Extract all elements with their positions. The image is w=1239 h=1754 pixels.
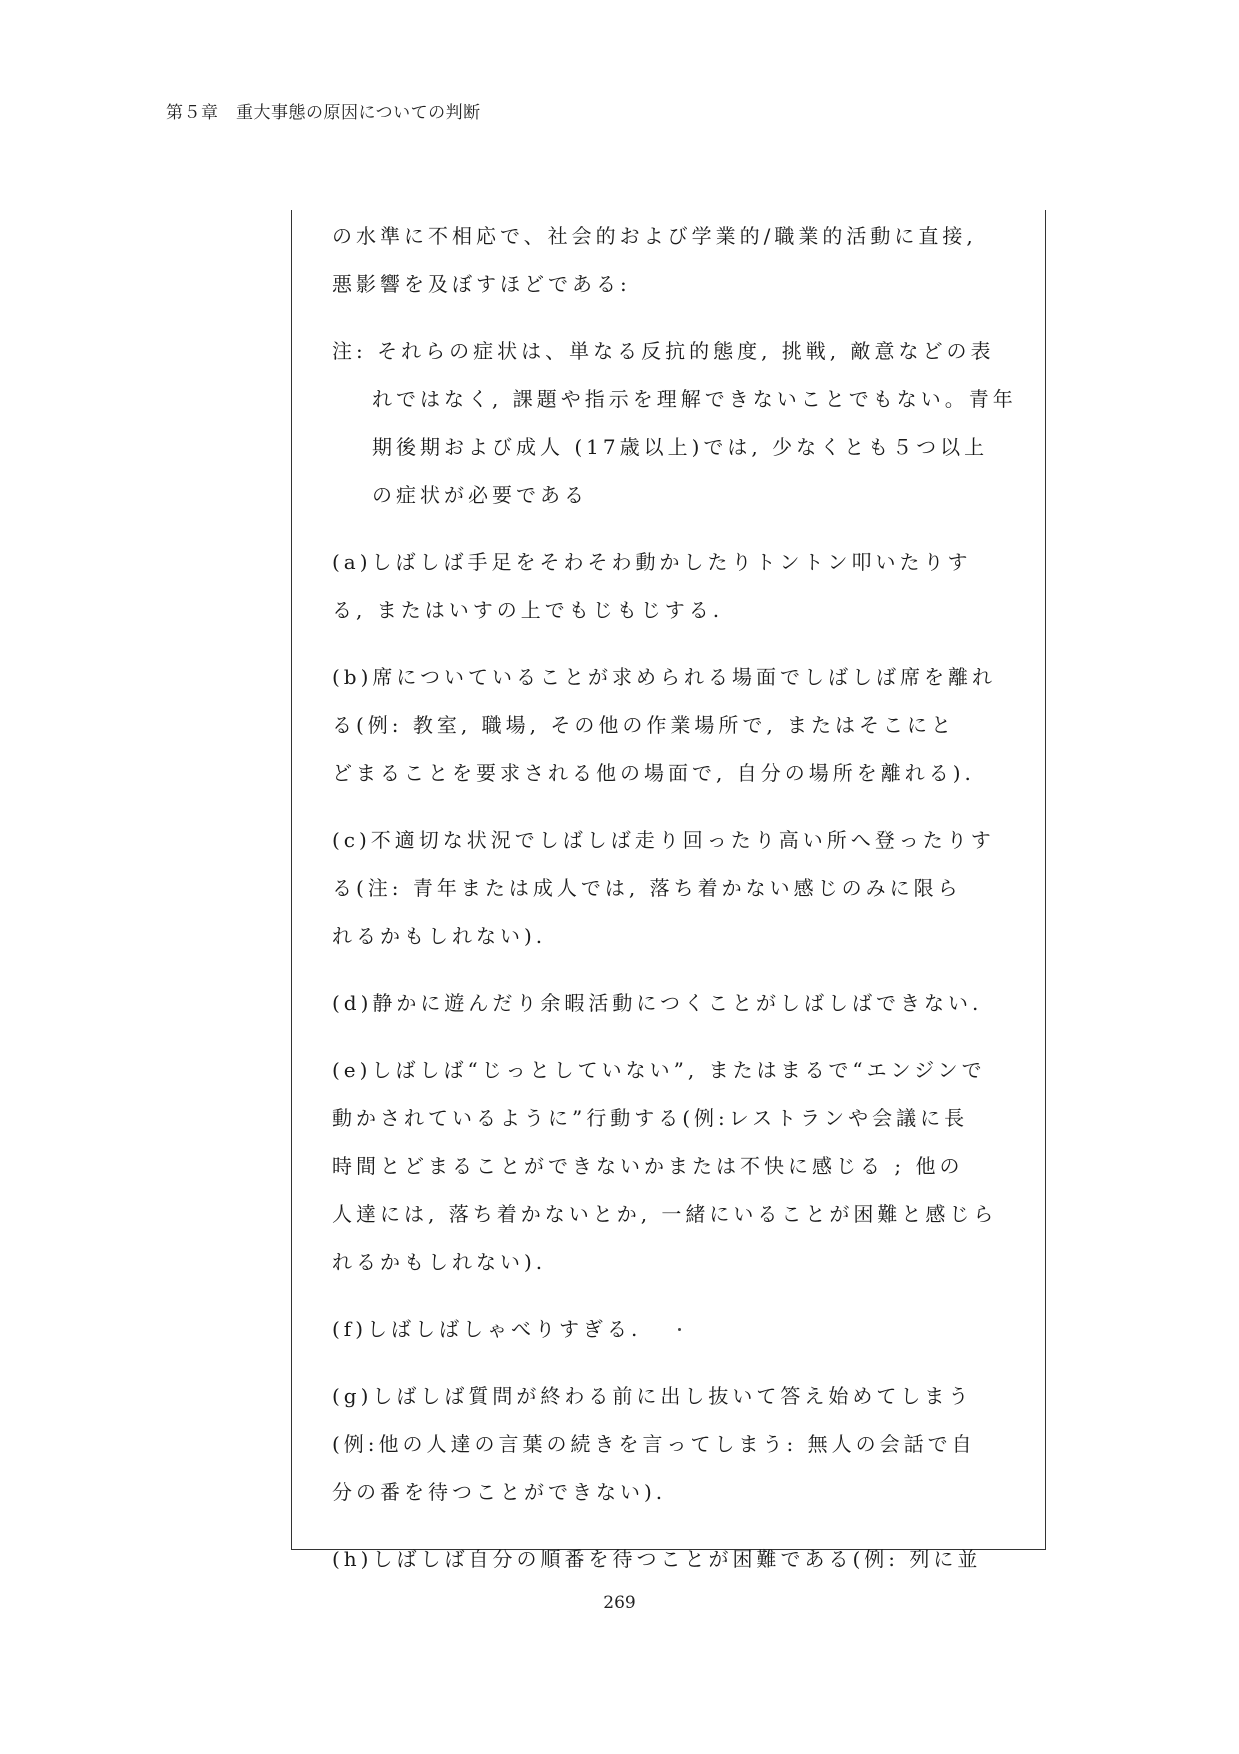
body-text-line: る, またはいすの上でもじもじする. — [332, 598, 724, 622]
body-text-line: る(例: 教室, 職場, その他の作業場所で, またはそこにと — [332, 713, 956, 737]
body-text-line: (d)静かに遊んだり余暇活動につくことがしばしばできない. — [332, 991, 983, 1015]
body-text-line: 悪影響を及ぼすほどである: — [332, 272, 631, 296]
body-text-line: 動かされているように”行動する(例:レストランや会議に長 — [332, 1106, 969, 1130]
body-text-line: (c)不適切な状況でしばしば走り回ったり高い所へ登ったりす — [332, 828, 995, 852]
body-text-line: (e)しばしば“じっとしていない”, またはまるで“エンジンで — [332, 1058, 986, 1082]
body-text-line: の水準に不相応で、社会的および学業的/職業的活動に直接, — [332, 224, 977, 248]
body-text-line: (b)席についていることが求められる場面でしばしば席を離れ — [332, 665, 997, 689]
body-text-line: れるかもしれない). — [332, 924, 547, 948]
body-text-line: の症状が必要である — [372, 483, 588, 507]
body-text-line: (f)しばしばしゃべりすぎる. — [332, 1317, 642, 1341]
body-text-line: 注: それらの症状は、単なる反抗的態度, 挑戦, 敵意などの表 — [332, 339, 995, 363]
page-number: 269 — [603, 1593, 636, 1613]
scan-artifact-dot — [678, 1328, 681, 1331]
body-text-line: 期後期および成人 (17歳以上)では, 少なくとも５つ以上 — [372, 435, 989, 459]
body-text-line: れではなく, 課題や指示を理解できないことでもない。青年 — [372, 387, 1017, 411]
body-text-line: (例:他の人達の言葉の続きを言ってしまう: 無人の会話で自 — [332, 1432, 976, 1456]
body-text-line: どまることを要求される他の場面で, 自分の場所を離れる). — [332, 761, 975, 785]
body-text-line: 人達には, 落ち着かないとか, 一緒にいることが困難と感じら — [332, 1202, 998, 1226]
body-text-line: (h)しばしば自分の順番を待つことが困難である(例: 列に並 — [332, 1547, 982, 1571]
body-text-line: る(注: 青年または成人では, 落ち着かない感じのみに限ら — [332, 876, 962, 900]
criteria-text-box — [291, 210, 1046, 1571]
body-text-line: 時間とどまることができないかまたは不快に感じる ; 他の — [332, 1154, 964, 1178]
body-text-line: (a)しばしば手足をそわそわ動かしたりトントン叩いたりす — [332, 550, 972, 574]
body-text-line: (g)しばしば質問が終わる前に出し抜いて答え始めてしまう — [332, 1384, 973, 1408]
running-header: 第５章 重大事態の原因についての判断 — [166, 103, 481, 123]
body-text-line: 分の番を待つことができない). — [332, 1480, 667, 1504]
body-text-line: れるかもしれない). — [332, 1250, 547, 1274]
